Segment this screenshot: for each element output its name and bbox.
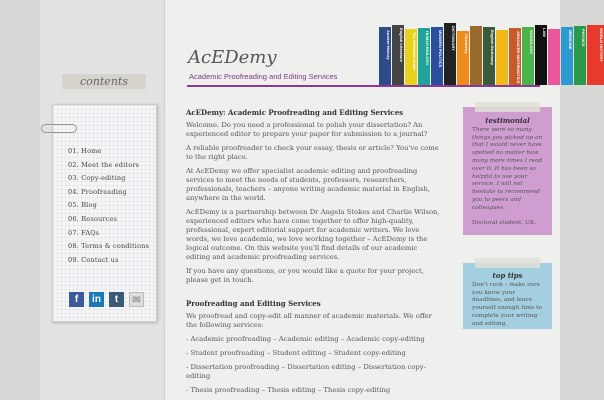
linkedin-icon[interactable]: in	[89, 292, 104, 307]
book-spine: SOCIOLOGY	[522, 27, 534, 85]
book-spine: English Dictionary	[483, 27, 495, 85]
menu-item[interactable]: 02. Meet the editors	[68, 160, 140, 169]
paragraph: We proofread and copy-edit all manner of academic materials. We offer the following services:	[186, 312, 432, 329]
book-spine: ADVANCED MATHEMATICS	[509, 28, 521, 85]
facebook-icon[interactable]: f	[69, 292, 84, 307]
book-spine: Chemistry	[457, 31, 469, 85]
section-title: Proofreading and Editing Services	[186, 299, 321, 308]
book-spine	[496, 30, 508, 85]
testimonial-note	[463, 107, 552, 235]
book-spine	[548, 29, 560, 85]
book-spine	[470, 26, 482, 85]
tape	[475, 102, 540, 112]
book-spine: DICTIONARY	[444, 23, 456, 85]
book-spine: MODERN POLITICS	[431, 27, 443, 85]
paragraph: If you have any questions, or you would like a quote for your project, please get in touch.	[186, 267, 424, 284]
tips-title: top tips	[492, 271, 523, 280]
tips-text: Don't rush – make sure you know your deadlines, and leave yourself enough time to complete your writing and editing.	[472, 281, 542, 327]
book-spine: The Definitive Guide	[405, 29, 417, 85]
testimonial-author: Doctoral student, UK.	[472, 219, 537, 226]
books-banner	[379, 22, 604, 85]
menu-item[interactable]: 08. Terms & conditions	[68, 242, 150, 251]
book-spine: Ancient History	[379, 27, 391, 85]
book-spine: WORLD HISTORY	[587, 25, 604, 85]
book-spine: MEDICINE	[561, 27, 573, 85]
menu-item[interactable]: 09. Contact us	[68, 255, 119, 264]
paragraph: A reliable proofreader to check your essay, thesis or article? You've come to the right place.	[186, 144, 439, 161]
paragraph: - Student proofreading – Student editing – Student copy-editing	[186, 349, 406, 357]
menu-item[interactable]: 07. FAQs	[68, 228, 100, 237]
social-links	[69, 292, 144, 307]
paragraph: - Thesis proofreading – Thesis editing – Thesis copy-editing	[186, 386, 391, 394]
paperclip-icon	[41, 124, 77, 133]
header-divider	[187, 85, 540, 87]
email-icon[interactable]: ✉	[129, 292, 144, 307]
book-spine: HUMAN BIOLOGY	[418, 28, 430, 85]
contents-label: contents	[62, 74, 146, 89]
testimonial-title: testimonial	[485, 116, 530, 125]
paragraph: - Academic proofreading – Academic editing – Academic copy-editing	[186, 335, 425, 343]
menu-item[interactable]: 05. Blog	[68, 201, 97, 210]
tips-note	[463, 263, 552, 329]
paragraph: At AcEDemy we offer specialist academic editing and proofreading services to meet the needs of students, professors, researchers, professionals, teachers – anyone writing academic material in English, anywhere in the world.	[186, 167, 431, 202]
tumblr-icon[interactable]: t	[109, 292, 124, 307]
tape	[475, 258, 540, 268]
menu-item[interactable]: 03. Copy-editing	[68, 174, 126, 183]
paragraph: AcEDemy is a partnership between Dr Angela Stokes and Charlie Wilson, experienced editors who have come together to offer high-quality, professional, expert editorial support for academic writers. We love words, we love academia, we love working together – AcEDemy is the logical outcome. On this website you'll find details of our academic editing and academic proofreading services.	[186, 208, 440, 261]
navigation-menu	[52, 104, 157, 322]
menu-item[interactable]: 06. Resources	[68, 214, 118, 223]
page-title: AcEDemy: Academic Proofreading and Editing Services	[186, 108, 404, 117]
paragraph: - Dissertation proofreading – Dissertation editing – Dissertation copy-editing	[186, 363, 426, 380]
book-spine: LAW	[535, 25, 547, 85]
book-spine: PHYSICS	[574, 26, 586, 85]
book-spine: English Literature	[392, 25, 404, 85]
tagline: Academic Proofreading and Editing Services	[189, 72, 338, 81]
site-logo[interactable]: AcEDemy	[188, 47, 277, 68]
paragraph: Welcome. Do you need a professional to polish your dissertation? An experienced editor to prepare your paper for submission to a journal?	[186, 121, 428, 138]
menu-item[interactable]: 04. Proofreading	[68, 187, 127, 196]
main-content	[186, 108, 440, 400]
menu-item[interactable]: 01. Home	[68, 147, 102, 155]
testimonial-quote: There were so many things you picked up on that I would never have spotted no matter how many more times I read over it. It has been so helpful to use your service. I will not hesitate to recommend you to peers and colleagues.	[472, 126, 543, 211]
